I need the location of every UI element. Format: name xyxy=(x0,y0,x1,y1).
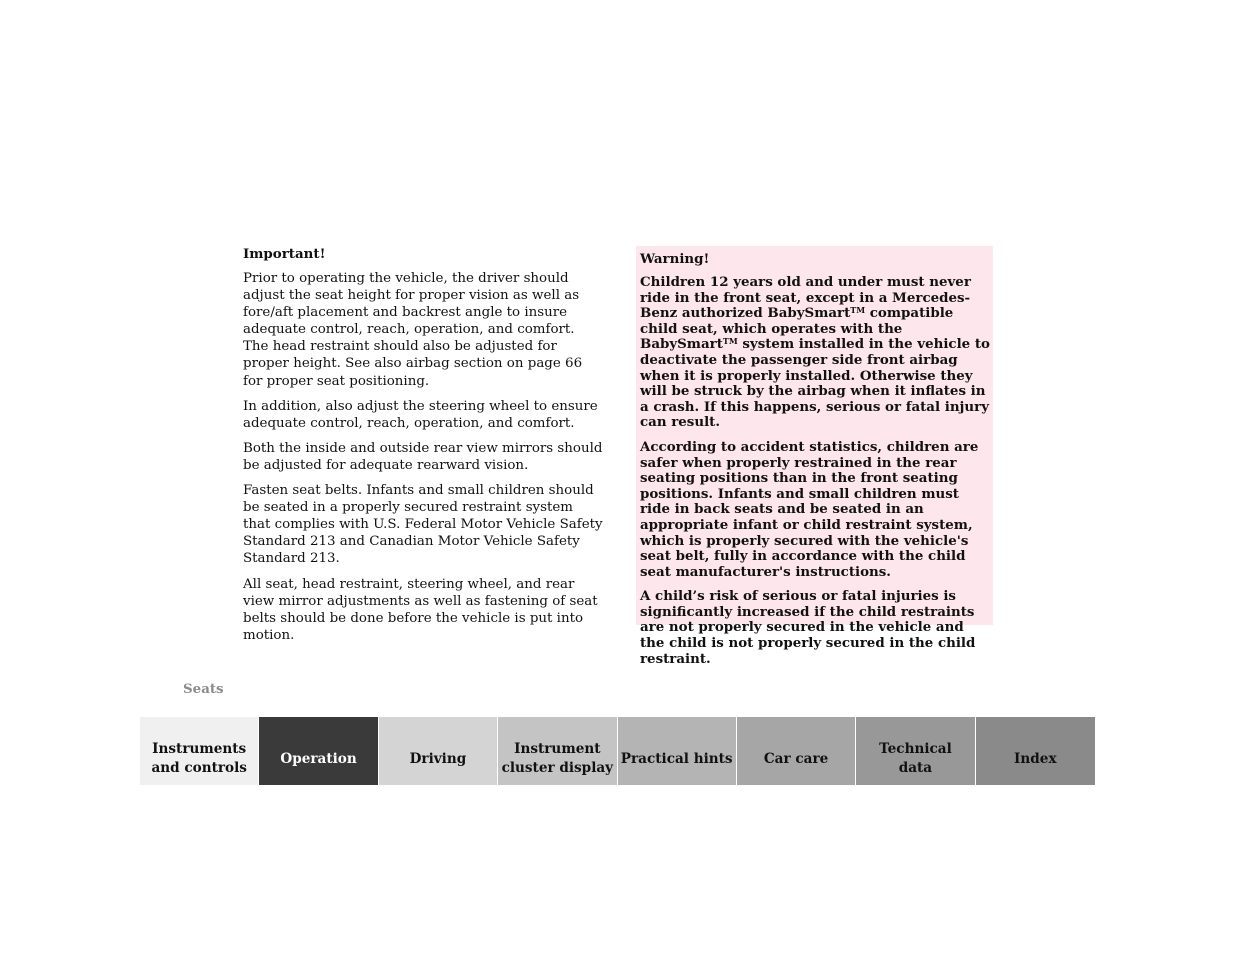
warning-text: system installed in the vehicle to deactivate the passenger side front airbag when it is properly installed. Otherwise they will be struck by the airbag when it inflates in a crash. If this happens, serious or fatal injury can result. xyxy=(640,336,990,431)
important-paragraph: Prior to operating the vehicle, the driver should adjust the seat height for proper vision as well as fore/aft placement and backrest angle to insure adequate control, reach, operation, and comfort. The head restraint should also be adjusted for proper height. See also airbag section on page 66 for proper seat positioning. xyxy=(243,271,583,389)
important-heading: Important! xyxy=(243,246,326,262)
nav-tab-index[interactable]: Index xyxy=(976,717,1095,785)
important-paragraph: In addition, also adjust the steering wheel to ensure adequate control, reach, operation, and comfort. xyxy=(243,398,598,431)
nav-tab-practical-hints[interactable]: Practical hints xyxy=(618,717,737,785)
chapter-nav xyxy=(140,717,1095,785)
warning-box xyxy=(636,246,993,667)
nav-tab-instrument-cluster-display[interactable]: Instrument cluster display xyxy=(498,717,617,785)
trademark-mark: TM xyxy=(850,305,866,316)
warning-paragraph: A child’s risk of serious or fatal injuries is significantly increased if the child restraints are not properly secured in the vehicle and the child is not properly secured in the child restraint. xyxy=(640,588,976,667)
important-paragraph: Both the inside and outside rear view mirrors should be adjusted for adequate rearward vision. xyxy=(243,440,603,473)
warning-text: compatible child seat, which operates with the BabySmart xyxy=(640,305,954,353)
warning-paragraph xyxy=(640,275,990,431)
nav-tab-car-care[interactable]: Car care xyxy=(737,717,856,785)
nav-tab-operation[interactable]: Operation xyxy=(259,717,378,785)
important-paragraph: All seat, head restraint, steering wheel, and rear view mirror adjustments as well as fastening of seat belts should be done before the vehicle is put into motion. xyxy=(243,576,598,643)
warning-text: Children 12 years old and under must never ride in the front seat, except in a Mercedes-Benz authorized BabySmart xyxy=(640,274,971,322)
warning-heading: Warning! xyxy=(640,251,710,267)
important-section xyxy=(243,245,603,652)
nav-tab-technical-data[interactable]: Technical data xyxy=(856,717,975,785)
nav-tab-driving[interactable]: Driving xyxy=(379,717,498,785)
nav-tab-instruments-and-controls[interactable]: Instruments and controls xyxy=(140,717,259,785)
warning-paragraph: According to accident statistics, children are safer when properly restrained in the rear seating positions than in the front seating positions. Infants and small children must ride in back seats and be seated in an appropriate infant or child restraint system, which is properly secured with the vehicle's seat belt, fully in accordance with the child seat manufacturer's instructions. xyxy=(640,438,979,580)
trademark-mark: TM xyxy=(722,336,738,347)
section-label: Seats xyxy=(183,681,224,697)
important-paragraph: Fasten seat belts. Infants and small children should be seated in a properly secured restraint system that complies with U.S. Federal Motor Vehicle Safety Standard 213 and Canadian Motor Vehicle Safety Standard 213. xyxy=(243,483,603,567)
